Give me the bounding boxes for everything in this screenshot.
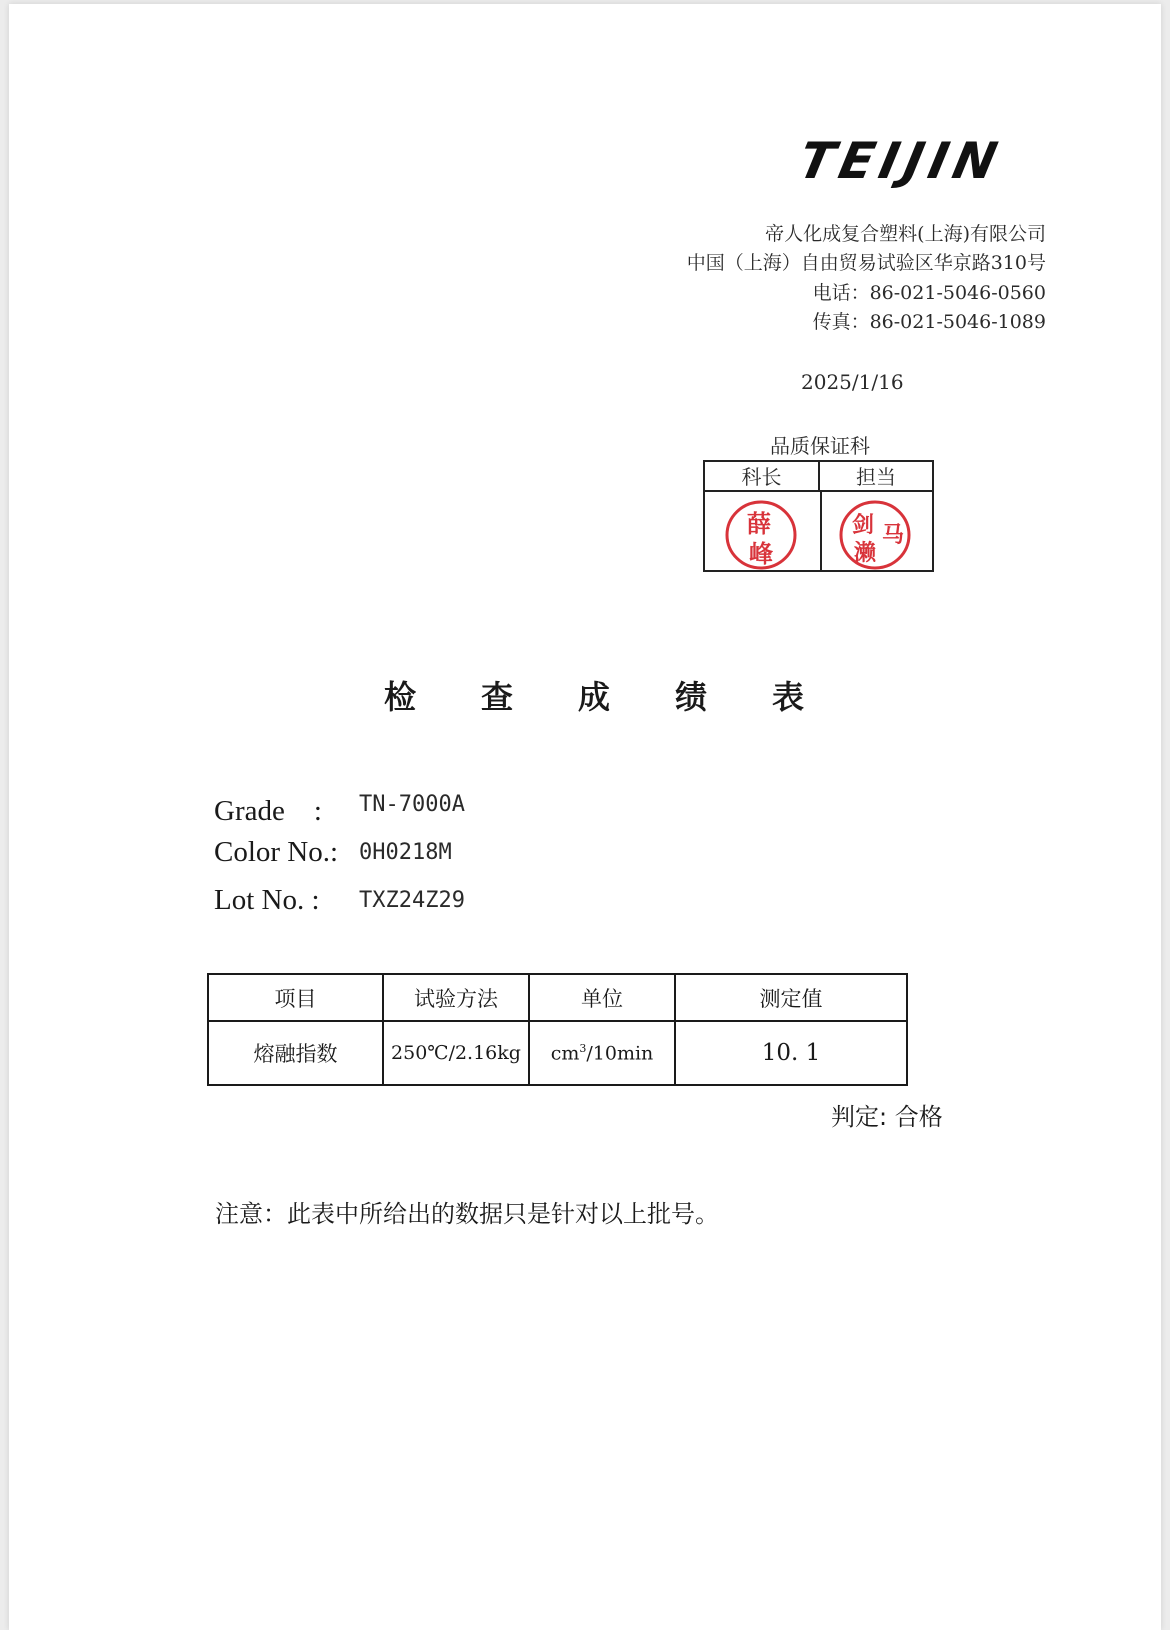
approval-header-chief: 科长	[705, 462, 820, 492]
cell-item: 熔融指数	[208, 1021, 383, 1085]
svg-text:濑: 濑	[853, 541, 877, 566]
header-method: 试验方法	[383, 974, 529, 1021]
color-label: Color No.:	[214, 836, 339, 868]
approval-divider	[820, 492, 822, 570]
qa-department-title: 品质保证科	[770, 434, 870, 458]
note-text: 注意：此表中所给出的数据只是针对以上批号。	[215, 1200, 719, 1228]
svg-text:马: 马	[881, 523, 905, 548]
approval-box	[703, 460, 934, 572]
unit-superscript: 3	[579, 1041, 587, 1055]
document-date: 2025/1/16	[801, 370, 904, 394]
lot-label: Lot No. :	[214, 884, 320, 916]
teijin-logo	[754, 132, 1044, 194]
company-fax: 传真：86-021-5046-1089	[812, 311, 1046, 333]
cell-method: 250℃/2.16kg	[383, 1021, 529, 1085]
approval-header-staff: 担当	[820, 462, 932, 492]
color-value: 0H0218M	[359, 840, 452, 865]
staff-seal-stamp	[837, 498, 913, 572]
title-char: 表	[771, 678, 804, 716]
header-unit: 单位	[529, 974, 675, 1021]
table-header-row	[208, 974, 907, 1021]
header-value: 测定值	[675, 974, 907, 1021]
svg-text:TEIJIN: TEIJIN	[793, 132, 1009, 190]
title-char: 检	[384, 678, 417, 716]
document-title	[384, 672, 804, 718]
title-char: 绩	[674, 678, 707, 716]
company-address: 中国（上海）自由贸易试验区华京路310号	[686, 252, 1046, 274]
judgement-text: 判定: 合格	[831, 1103, 943, 1131]
svg-text:薛: 薛	[747, 510, 771, 538]
results-table	[207, 973, 908, 1086]
unit-base: cm	[550, 1042, 580, 1065]
cell-unit	[529, 1021, 675, 1085]
grade-label: Grade :	[214, 795, 322, 827]
chief-seal-stamp	[723, 498, 799, 572]
table-row	[208, 1021, 907, 1085]
document-page	[9, 4, 1161, 1630]
svg-text:峰: 峰	[749, 540, 773, 568]
lot-row	[214, 884, 465, 917]
cell-value: 10. 1	[675, 1021, 907, 1085]
lot-value: TXZ24Z29	[359, 888, 465, 913]
company-phone: 电话：86-021-5046-0560	[812, 282, 1046, 304]
grade-value: TN-7000A	[359, 792, 465, 817]
title-char: 成	[577, 678, 610, 716]
company-name: 帝人化成复合塑料(上海)有限公司	[765, 223, 1046, 245]
header-item: 项目	[208, 974, 383, 1021]
grade-row	[214, 788, 465, 829]
color-row	[214, 836, 452, 869]
svg-text:剑: 剑	[851, 513, 875, 538]
title-char: 查	[480, 678, 513, 716]
unit-rest: /10min	[586, 1042, 654, 1065]
